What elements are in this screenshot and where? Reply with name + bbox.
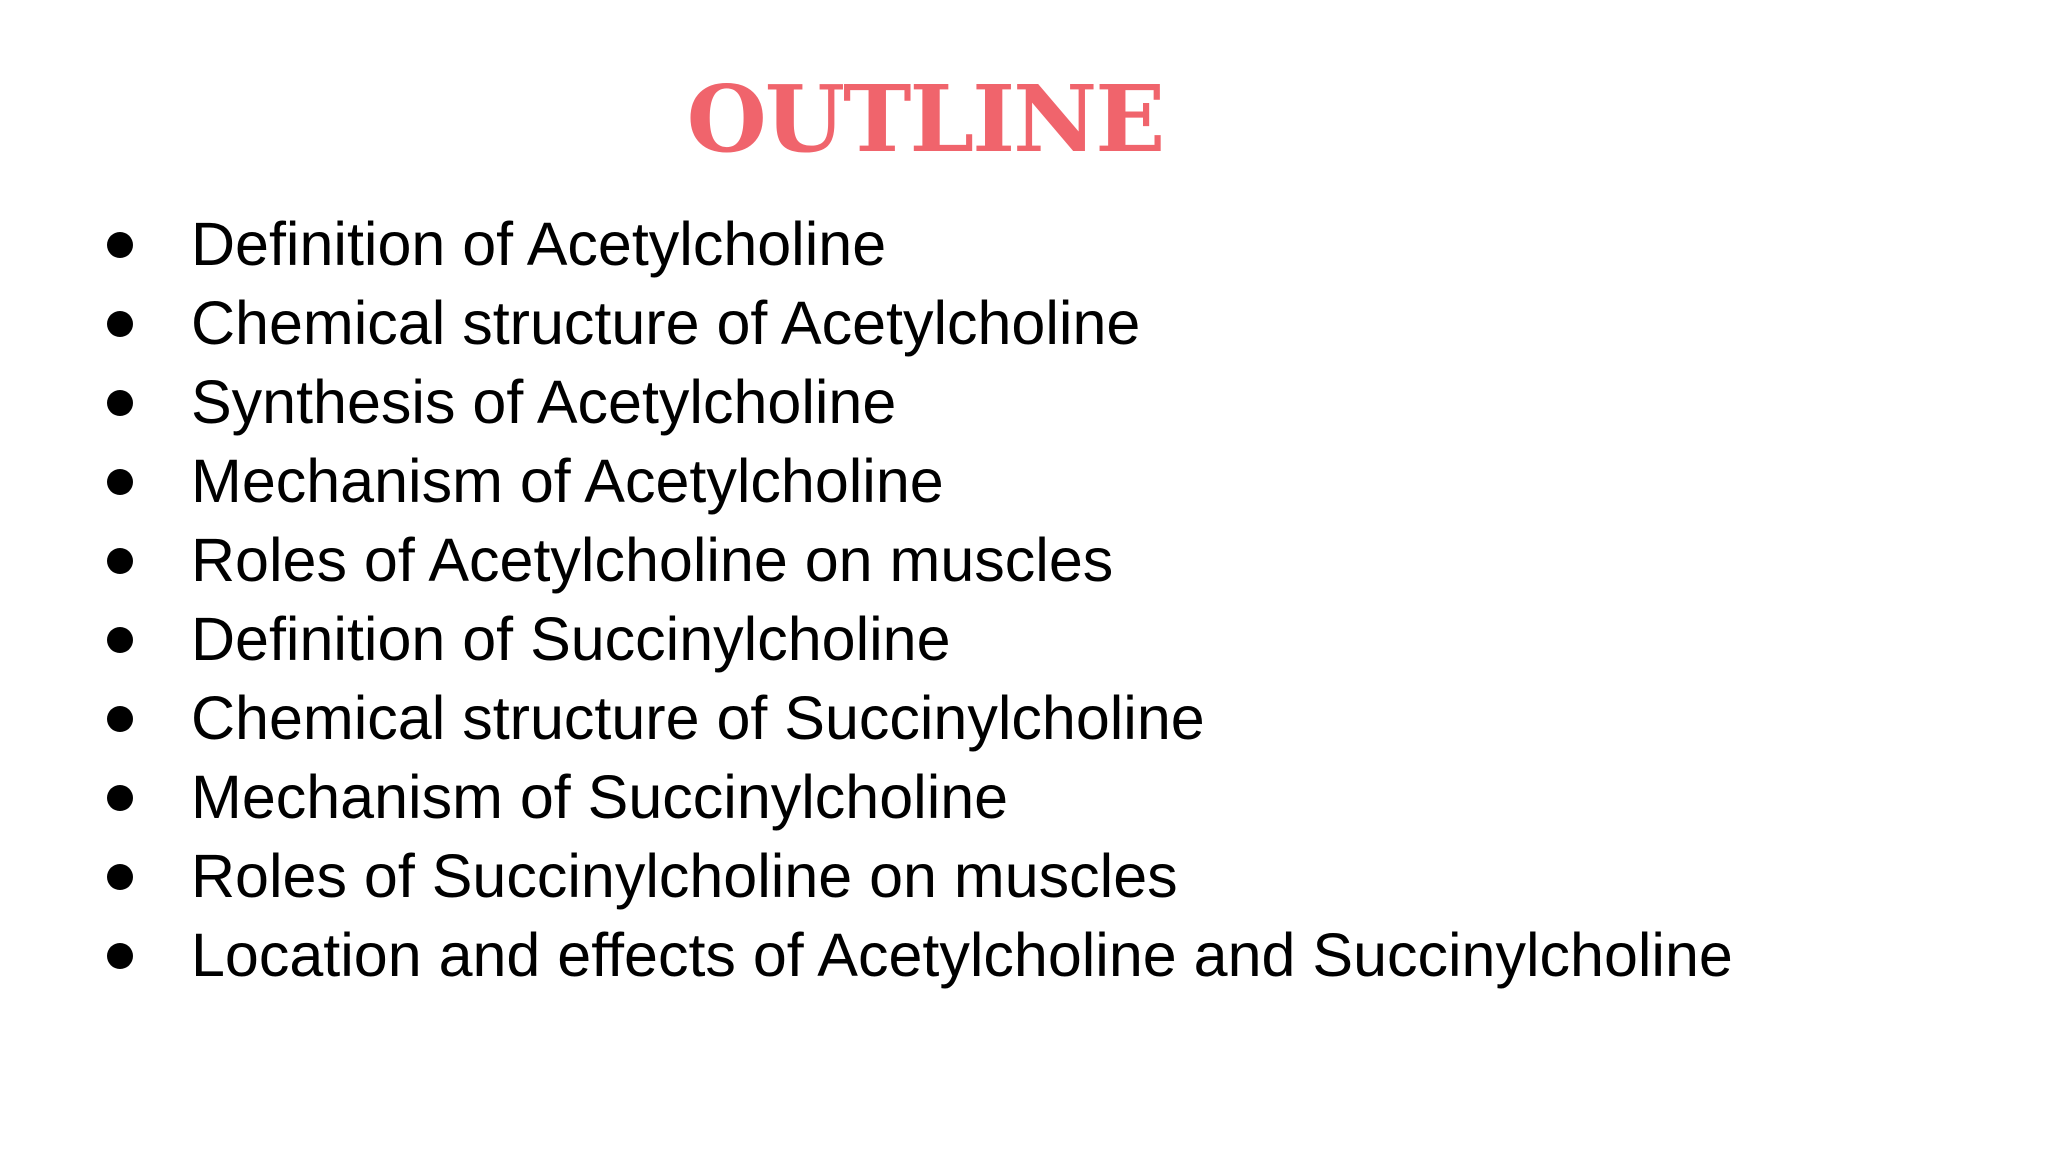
list-item-text: Roles of Acetylcholine on muscles — [191, 526, 1114, 594]
bullet-icon — [107, 627, 133, 653]
list-item-text: Roles of Succinylcholine on muscles — [191, 842, 1178, 910]
list-item-text: Chemical structure of Acetylcholine — [191, 289, 1141, 357]
bullet-icon — [107, 469, 133, 495]
list-item-text: Mechanism of Acetylcholine — [191, 447, 944, 515]
bullet-icon — [107, 548, 133, 574]
list-item-text: Chemical structure of Succinylcholine — [191, 684, 1205, 752]
list-item-text: Definition of Succinylcholine — [191, 605, 951, 673]
list-item-text: Definition of Acetylcholine — [191, 210, 887, 278]
bullet-icon — [107, 706, 133, 732]
bullet-icon — [107, 311, 133, 337]
bullet-icon — [107, 864, 133, 890]
bullet-icon — [107, 390, 133, 416]
bullet-icon — [107, 785, 133, 811]
list-item-text: Synthesis of Acetylcholine — [191, 368, 897, 436]
list-item-text: Mechanism of Succinylcholine — [191, 763, 1009, 831]
bullet-icon — [107, 232, 133, 258]
list-item-text: Location and effects of Acetylcholine and Succinylcholine — [191, 921, 1733, 989]
slide-title: OUTLINE — [686, 65, 1164, 173]
bullet-icon — [107, 943, 133, 969]
